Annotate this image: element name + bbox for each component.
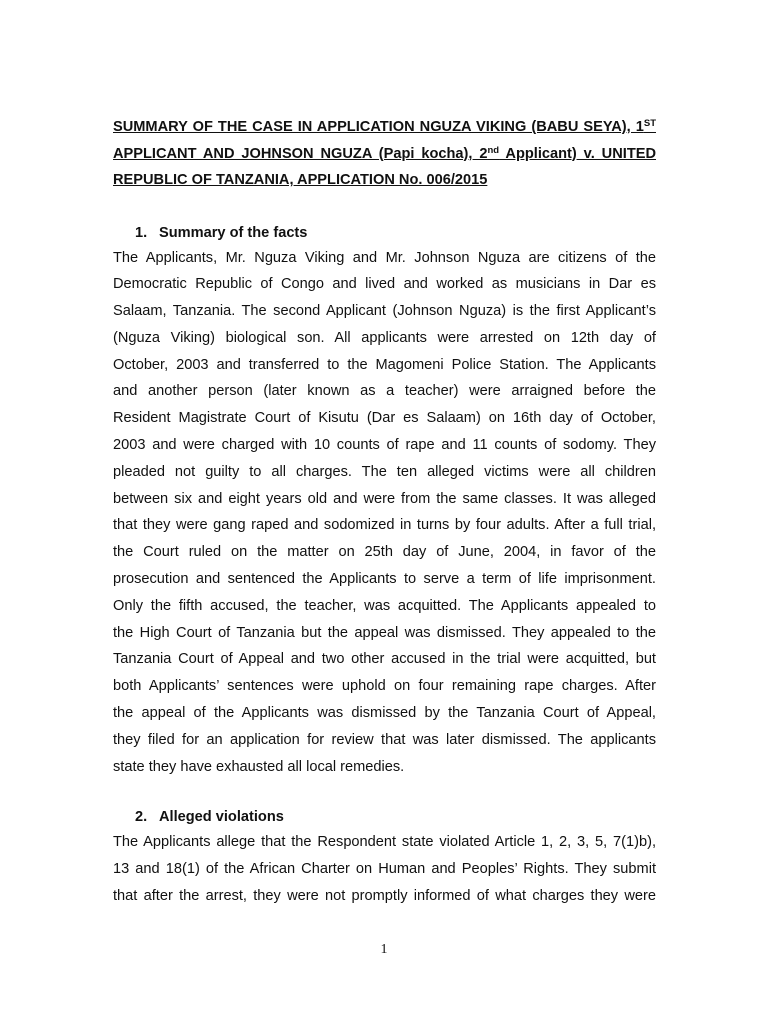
text-line: The Applicants allege that the Respondent state violated Article 1, 2, 3, 5, 7(1)b), — [113, 834, 656, 851]
text-line: the High Court of Tanzania but the appeal was dismissed. They appealed to the — [113, 624, 656, 641]
title-superscript-2: nd — [487, 144, 500, 156]
text-line: Tanzania Court of Appeal and two other accused in the trial were acquitted, but — [113, 651, 656, 668]
section-title: Alleged violations — [159, 809, 284, 826]
section-body-facts — [113, 245, 656, 781]
text-line: Democratic Republic of Congo and lived and worked as musicians in Dar es — [113, 276, 656, 293]
text-line: the appeal of the Applicants was dismissed by the Tanzania Court of Appeal, — [113, 705, 656, 722]
text-line: state they have exhausted all local remedies. — [113, 758, 405, 775]
section-heading-violations — [113, 807, 656, 827]
document-page — [113, 114, 656, 910]
text-line: October, 2003 and transferred to the Magomeni Police Station. The Applicants — [113, 356, 656, 373]
section-body-violations — [113, 829, 656, 909]
page-number: 1 — [380, 942, 388, 957]
text-line: both Applicants’ sentences were uphold on four remaining rape charges. After — [113, 678, 656, 695]
section-number: 1. — [135, 224, 148, 241]
text-line: 13 and 18(1) of the African Charter on Human and Peoples’ Rights. They submit — [113, 861, 656, 878]
text-line: pleaded not guilty to all charges. The ten alleged victims were all children — [113, 463, 656, 480]
text-line: the Court ruled on the matter on 25th day of June, 2004, in favor of the — [113, 544, 656, 561]
text-line: that after the arrest, they were not promptly informed of what charges they were — [113, 888, 656, 905]
title-superscript-1: ST — [643, 118, 656, 129]
text-line: between six and eight years old and were from the same classes. It was alleged — [113, 490, 656, 507]
text-line: prosecution and sentenced the Applicants to serve a term of life imprisonment. — [113, 571, 656, 588]
text-line: that they were gang raped and sodomized in turns by four adults. After a full trial, — [113, 517, 656, 534]
document-title: SUMMARY OF THE CASE IN APPLICATION NGUZA VIKING (BABU SEYA), 1ST APPLICANT AND JOHNSON NGUZA (Papi kocha), 2nd Applicant) v. UNITED REPUBLIC OF TANZANIA, APPLICATION No. 006/2015 — [113, 118, 657, 188]
text-line: and another person (later known as a teacher) were arraigned before the — [113, 383, 656, 400]
text-line: (Nguza Viking) biological son. All applicants were arrested on 12th day of — [113, 329, 656, 346]
text-line: 2003 and were charged with 10 counts of rape and 11 counts of sodomy. They — [113, 437, 656, 454]
text-line: they filed for an application for review that was later dismissed. The applicants — [113, 731, 656, 748]
text-line: Resident Magistrate Court of Kisutu (Dar es Salaam) on 16th day of October, — [113, 410, 656, 427]
text-line: Only the fifth accused, the teacher, was acquitted. The Applicants appealed to — [113, 597, 656, 614]
text-line: The Applicants, Mr. Nguza Viking and Mr. Johnson Nguza are citizens of the — [113, 249, 656, 266]
section-number: 2. — [135, 809, 148, 826]
section-heading-facts — [113, 223, 656, 243]
section-title: Summary of the facts — [159, 224, 308, 241]
text-line: Salaam, Tanzania. The second Applicant (Johnson Nguza) is the first Applicant’s — [113, 303, 656, 320]
